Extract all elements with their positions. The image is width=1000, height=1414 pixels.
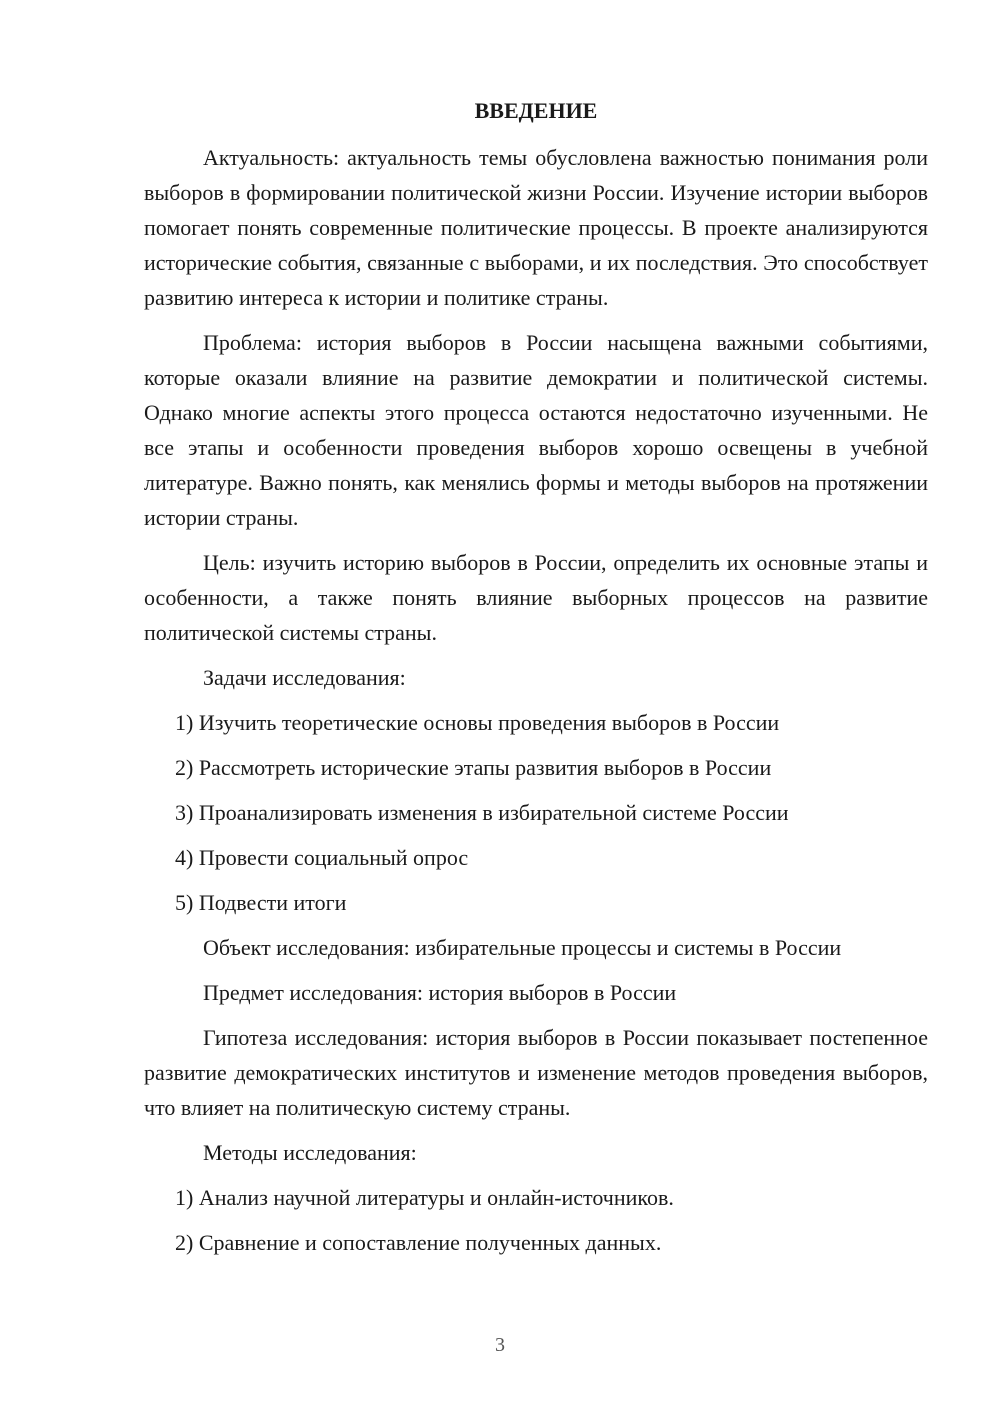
method-item-1: 1) Анализ научной литературы и онлайн-источников. (175, 1185, 674, 1210)
method-item-2: 2) Сравнение и сопоставление полученных данных. (175, 1230, 662, 1255)
hypothesis-paragraph: Гипотеза исследования: история выборов в России показывает постепенное развитие демократических институтов и изменение методов проведения выборов, что влияет на политическую систему страны. (144, 1025, 928, 1120)
task-item-1: 1) Изучить теоретические основы проведения выборов в России (175, 710, 780, 735)
research-object: Объект исследования: избирательные процессы и системы в России (203, 935, 842, 960)
tasks-label: Задачи исследования: (203, 665, 406, 690)
task-item-5: 5) Подвести итоги (175, 890, 347, 915)
task-item-2: 2) Рассмотреть исторические этапы развития выборов в России (175, 755, 772, 780)
page-number: 3 (495, 1334, 505, 1356)
problem-paragraph: Проблема: история выборов в России насыщена важными событиями, которые оказали влияние на развитие демократии и политической системы. Однако многие аспекты этого процесса остаются недостаточно изученными. Не все этапы и особенности проведения выборов хорошо освещены в учебной литературе. Важно понять, как менялись формы и методы выборов на протяжении истории страны. (144, 330, 928, 530)
task-item-3: 3) Проанализировать изменения в избирательной системе России (175, 800, 789, 825)
task-item-4: 4) Провести социальный опрос (175, 845, 469, 870)
section-title: ВВЕДЕНИЕ (474, 98, 598, 123)
research-subject: Предмет исследования: история выборов в России (203, 980, 677, 1005)
goal-paragraph: Цель: изучить историю выборов в России, определить их основные этапы и особенности, а также понять влияние выборных процессов на развитие политической системы страны. (144, 550, 928, 645)
methods-label: Методы исследования: (203, 1140, 417, 1165)
relevance-paragraph: Актуальность: актуальность темы обусловлена важностью понимания роли выборов в формировании политической жизни России. Изучение истории выборов помогает понять современные политические процессы. В проекте анализируются исторические события, связанные с выборами, и их последствия. Это способствует развитию интереса к истории и политике страны. (144, 145, 928, 310)
document-page (144, 96, 928, 1270)
